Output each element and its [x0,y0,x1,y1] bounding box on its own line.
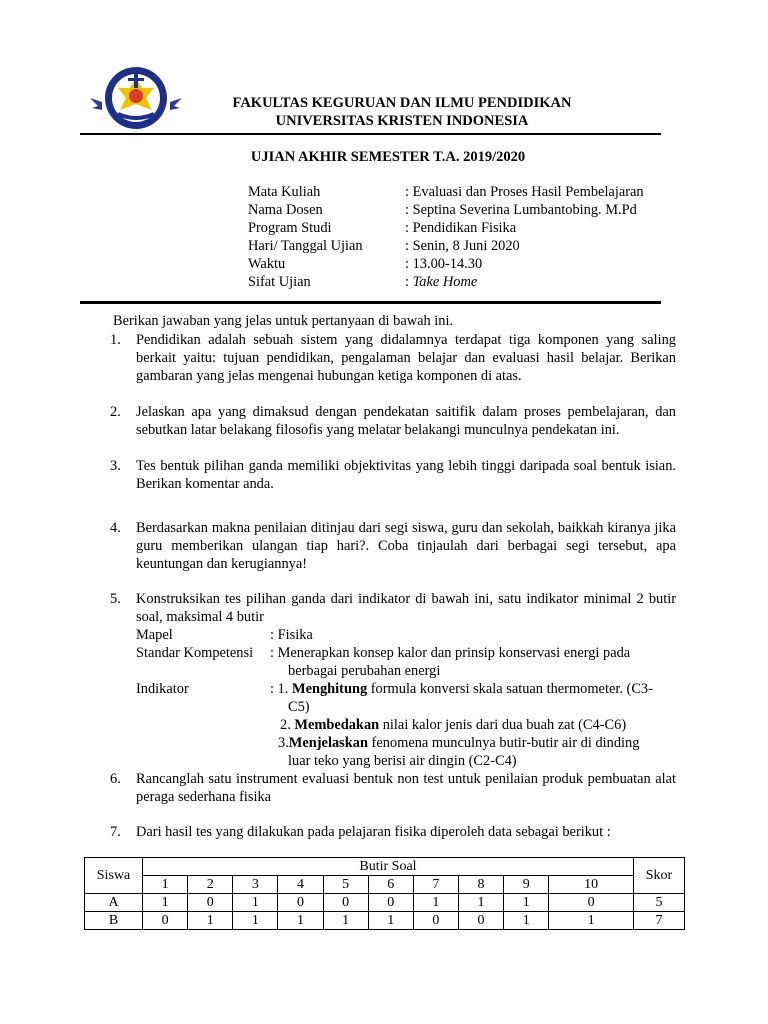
indicator-verb: Membedakan [294,717,380,733]
indicator-prefix: 3. [278,735,289,751]
skor-cell: 5 [634,894,685,912]
exam-title: UJIAN AKHIR SEMESTER T.A. 2019/2020 [250,149,526,165]
item-number: 1 [143,876,188,894]
siswa-cell: A [85,894,143,912]
score-cell: 1 [504,894,549,912]
item-number: 2 [188,876,233,894]
table-row [85,912,685,930]
question-4-text: Berdasarkan makna penilaian ditinjau dari segi siswa, guru dan sekolah, baikkah kiranya jika guru memberikan ulangan tiap hari?. Coba tinjaulah dari berbagai segi tersebut, apa keuntungan dan kerugiannya! [136,520,676,572]
question-number: 4. [110,520,121,536]
score-cell: 0 [368,894,413,912]
indicator-1-cont: C5) [288,699,310,715]
university-name: UNIVERSITAS KRISTEN INDONESIA [275,113,529,129]
question-7-text: Dari hasil tes yang dilakukan pada pelajaran fisika diperoleh data sebagai berikut : [136,824,611,840]
question-number: 1. [110,332,121,348]
table-items-row [85,876,685,894]
score-cell: 0 [278,894,323,912]
indicator-2 [280,716,626,734]
info-row-date [248,237,688,255]
score-cell: 1 [368,912,413,930]
question-5-text: Konstruksikan tes pilihan ganda dari indikator di bawah ini, satu indikator minimal 2 butir soal, maksimal 4 butir [136,591,676,625]
faculty-name: FAKULTAS KEGURUAN DAN ILMU PENDIDIKAN [232,95,572,111]
indicator-3 [278,734,639,752]
indicator-prefix: : 1. [270,681,292,697]
info-label: Program Studi [248,220,332,236]
score-cell: 0 [458,912,503,930]
info-value: : Septina Severina Lumbantobing. M.Pd [405,202,637,218]
question-2-text: Jelaskan apa yang dimaksud dengan pendekatan saitifik dalam proses pembelajaran, dan sebutkan latar belakang filosofis yang melatar belakangi munculnya pendekatan ini. [136,404,676,438]
question-number: 6. [110,771,121,787]
score-cell: 0 [413,912,458,930]
question-number: 7. [110,824,121,840]
info-value [405,273,477,291]
indicator-verb: Menghitung [292,681,368,697]
info-label: Waktu [248,256,286,272]
score-cell: 1 [233,894,278,912]
indicator-prefix: 2. [280,717,295,733]
info-label: Sifat Ujian [248,274,311,290]
question-number: 3. [110,458,121,474]
info-value: : Pendidikan Fisika [405,220,517,236]
item-number: 6 [368,876,413,894]
info-label: Mata Kuliah [248,184,321,200]
sk-value-line1: : Menerapkan konsep kalor dan prinsip konservasi energi pada [270,645,631,661]
score-cell: 1 [323,912,368,930]
sk-label: Standar Kompetensi [136,645,254,661]
indicator-text: formula konversi skala satuan thermometer. (C3- [367,681,653,697]
header-divider [80,133,661,135]
butir-soal-header: Butir Soal [143,858,634,876]
table-row [85,894,685,912]
indicator-1 [270,680,653,698]
score-cell: 1 [458,894,503,912]
indicator-verb: Menjelaskan [288,735,368,751]
info-row-course [248,183,688,201]
skor-header: Skor [634,858,685,894]
question-6-text: Rancanglah satu instrument evaluasi bentuk non test untuk penilaian produk pembuatan alat peraga sederhana fisika [136,771,676,805]
table-header-row [85,858,685,876]
item-number: 5 [323,876,368,894]
info-value-italic: Take Home [412,274,478,290]
score-cell: 1 [549,912,634,930]
question-number: 2. [110,404,121,420]
info-value-prefix: : [405,274,413,290]
sk-value-line2: berbagai perubahan energi [288,663,441,679]
info-row-time [248,255,688,273]
item-number: 9 [504,876,549,894]
info-divider [80,301,661,304]
siswa-cell: B [85,912,143,930]
question-number: 5. [110,591,121,607]
siswa-header: Siswa [85,858,143,894]
score-cell: 0 [323,894,368,912]
item-number: 7 [413,876,458,894]
question-3-text: Tes bentuk pilihan ganda memiliki objektivitas yang lebih tinggi daripada soal bentuk isian. Berikan komentar anda. [136,458,676,492]
indicator-label: Indikator [136,681,189,697]
info-row-lecturer [248,201,688,219]
info-value: : 13.00-14.30 [405,256,483,272]
item-number: 10 [549,876,634,894]
item-number: 4 [278,876,323,894]
score-cell: 1 [278,912,323,930]
score-cell: 0 [549,894,634,912]
info-value: : Evaluasi dan Proses Hasil Pembelajaran [405,184,644,200]
score-cell: 1 [233,912,278,930]
score-cell: 1 [188,912,233,930]
info-row-exam-type [248,273,688,291]
info-value: : Senin, 8 Juni 2020 [405,238,520,254]
score-table [84,857,685,930]
indicator-text: fenomena munculnya butir-butir air di dinding [367,735,640,751]
skor-cell: 7 [634,912,685,930]
info-label: Hari/ Tanggal Ujian [248,238,363,254]
score-cell: 1 [143,894,188,912]
score-cell: 0 [188,894,233,912]
info-row-program [248,219,688,237]
indicator-3-cont: luar teko yang berisi air dingin (C2-C4) [288,753,517,769]
item-number: 3 [233,876,278,894]
mapel-label: Mapel [136,627,173,643]
question-1-text: Pendidikan adalah sebuah sistem yang didalamnya terdapat tiga komponen yang saling berkait yaitu: tujuan pendidikan, pengalaman belajar dan evaluasi hasil belajar. Berikan gambaran yang jelas mengenai hubungan ketiga komponen di atas. [136,332,676,384]
indicator-text: nilai kalor jenis dari dua buah zat (C4-C6) [379,717,627,733]
info-label: Nama Dosen [248,202,323,218]
score-cell: 1 [504,912,549,930]
score-cell: 1 [413,894,458,912]
score-cell: 0 [143,912,188,930]
item-number: 8 [458,876,503,894]
instruction: Berikan jawaban yang jelas untuk pertanyaan di bawah ini. [113,313,454,329]
mapel-value: : Fisika [270,627,313,643]
